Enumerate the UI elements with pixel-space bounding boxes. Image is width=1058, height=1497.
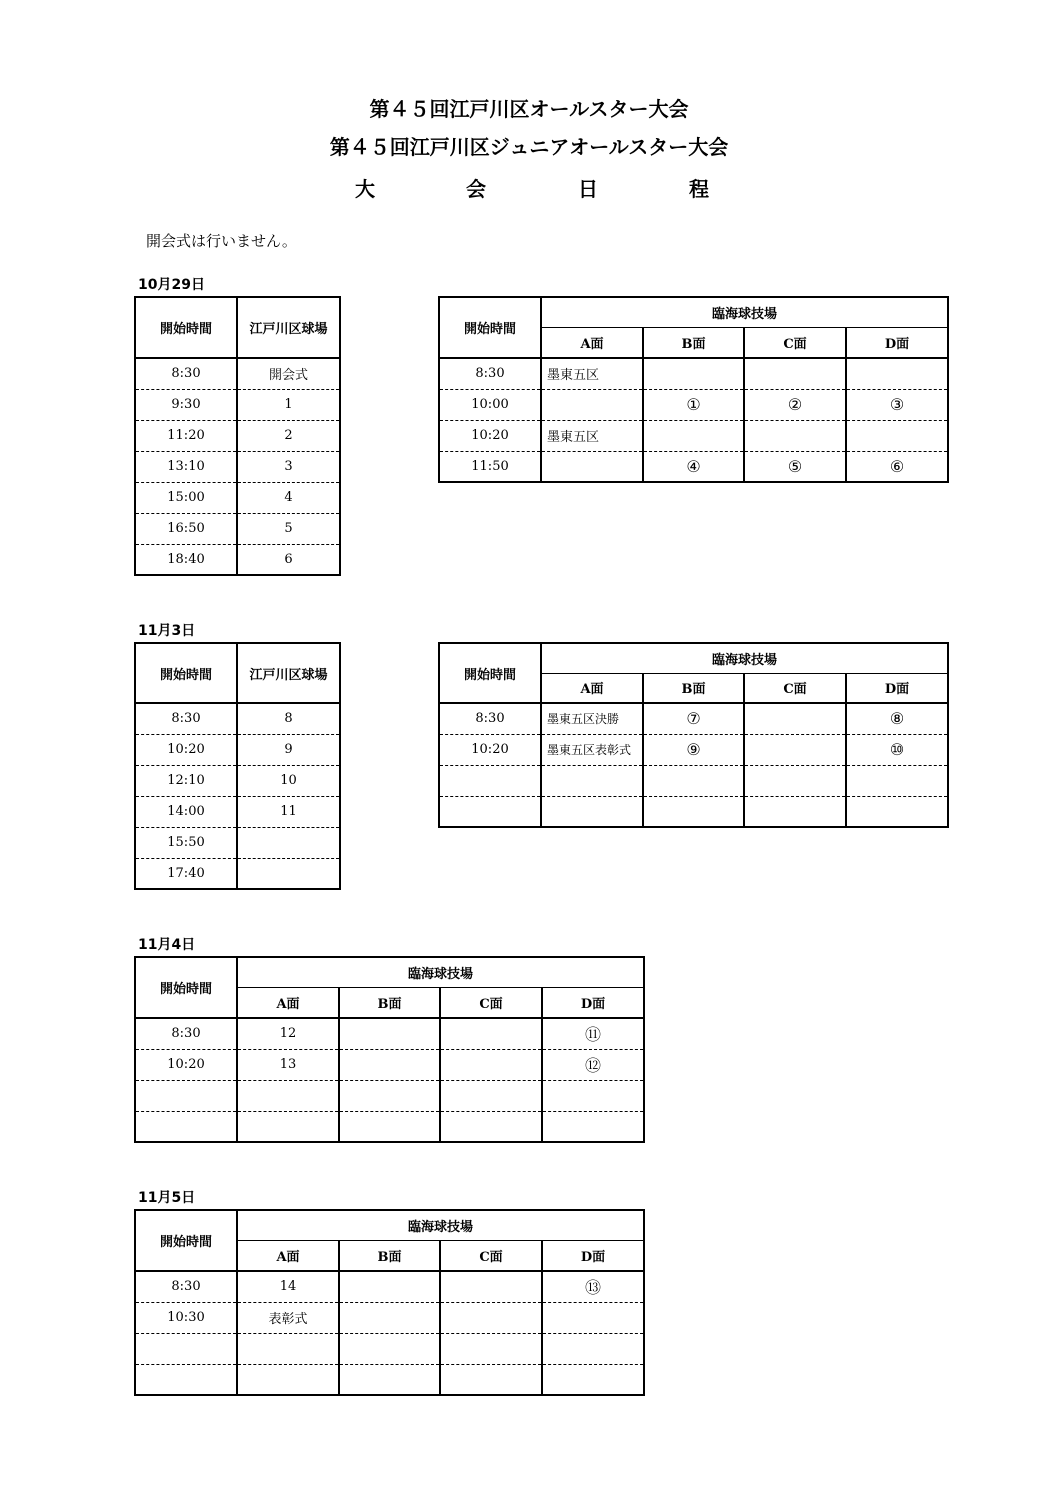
schedule-cell: ① [643,389,744,420]
schedule-cell [339,1302,440,1333]
start-time-cell: 18:40 [135,544,237,575]
table-row [135,1271,644,1302]
header-start-time: 開始時間 [135,643,237,703]
schedule-cell [339,1080,440,1111]
schedule-cell [542,1333,644,1364]
table-row [135,765,340,796]
start-time-cell [135,1364,237,1395]
schedule-cell: 2 [237,420,340,451]
schedule-cell: 墨東五区決勝 [541,703,643,734]
schedule-cell: 開会式 [237,358,340,389]
start-time-cell: 10:20 [135,734,237,765]
schedule-cell: 10 [237,765,340,796]
schedule-cell: ③ [846,389,948,420]
table-row [135,1049,644,1080]
schedule-cell: ⑤ [744,451,846,482]
schedule-cell [643,358,744,389]
start-time-cell: 14:00 [135,796,237,827]
start-time-cell [135,1333,237,1364]
schedule-cell [440,1080,542,1111]
table-row [439,420,948,451]
table-row [135,703,340,734]
schedule-cell [339,1333,440,1364]
header-court-d: D面 [542,1240,644,1271]
header-court-b: B面 [643,327,744,358]
header-start-time: 開始時間 [135,957,237,1018]
start-time-cell: 8:30 [439,703,541,734]
schedule-cell: 4 [237,482,340,513]
schedule-cell: 墨東五区 [541,420,643,451]
schedule-cell: ⑩ [846,734,948,765]
schedule-cell [643,796,744,827]
header-court-d: D面 [542,987,644,1018]
schedule-cell [440,1018,542,1049]
table-row [135,544,340,575]
date-label-day2: 11月3日 [138,623,196,639]
start-time-cell [135,1111,237,1142]
header-venue: 臨海球技場 [541,643,948,673]
schedule-cell: 6 [237,544,340,575]
schedule-cell [744,703,846,734]
schedule-cell [541,765,643,796]
start-time-cell: 11:50 [439,451,541,482]
header-court-a: A面 [237,987,339,1018]
title-line-2: 第４５回江戸川区ジュニアオールスター大会 [329,135,729,159]
date-label-day3: 11月4日 [138,937,196,953]
header-start-time: 開始時間 [439,643,541,703]
schedule-cell [846,765,948,796]
schedule-cell [339,1271,440,1302]
header-venue: 臨海球技場 [237,957,644,987]
schedule-cell [541,796,643,827]
title-char-3: 日 [578,177,598,201]
title-char-4: 程 [689,177,709,201]
header-court-d: D面 [846,327,948,358]
schedule-cell [237,1333,339,1364]
schedule-cell [744,420,846,451]
opening-ceremony-note: 開会式は行いません。 [146,232,297,250]
schedule-cell: 14 [237,1271,339,1302]
schedule-cell: 1 [237,389,340,420]
header-court-c: C面 [440,1240,542,1271]
schedule-cell [541,451,643,482]
schedule-cell [339,1364,440,1395]
schedule-cell [237,827,340,858]
schedule-cell [339,1018,440,1049]
table-row [135,389,340,420]
table-row [135,482,340,513]
schedule-cell: 9 [237,734,340,765]
table-row [439,358,948,389]
schedule-cell [744,358,846,389]
schedule-cell: ⑪ [542,1018,644,1049]
schedule-cell [237,1080,339,1111]
title-line-1: 第４５回江戸川区オールスター大会 [369,97,689,121]
schedule-cell [744,765,846,796]
schedule-cell: 3 [237,451,340,482]
schedule-cell: ⑨ [643,734,744,765]
table-row [135,796,340,827]
header-court-b: B面 [643,673,744,703]
schedule-cell [846,358,948,389]
schedule-cell: 墨東五区表彰式 [541,734,643,765]
schedule-cell: ④ [643,451,744,482]
schedule-cell [643,765,744,796]
header-venue: 江戸川区球場 [237,643,340,703]
schedule-cell: ⑧ [846,703,948,734]
title-char-1: 大 [355,177,375,201]
title-char-2: 会 [466,177,486,201]
schedule-cell [440,1333,542,1364]
table-row [135,1111,644,1142]
table-row [135,451,340,482]
schedule-cell: 5 [237,513,340,544]
table-row [439,796,948,827]
header-court-b: B面 [339,987,440,1018]
schedule-cell: 表彰式 [237,1302,339,1333]
schedule-cell: ⑬ [542,1271,644,1302]
start-time-cell: 11:20 [135,420,237,451]
schedule-cell: 11 [237,796,340,827]
table-row [135,1302,644,1333]
schedule-table-day3-rinkai [134,956,645,1143]
schedule-cell: 12 [237,1018,339,1049]
schedule-table-day1-edogawa [134,296,341,576]
schedule-cell [744,796,846,827]
header-start-time: 開始時間 [135,1210,237,1271]
start-time-cell: 15:00 [135,482,237,513]
start-time-cell: 10:20 [135,1049,237,1080]
table-row [135,358,340,389]
schedule-table-day2-rinkai [438,642,949,828]
table-row [439,734,948,765]
start-time-cell [439,765,541,796]
table-row [135,1018,644,1049]
header-court-c: C面 [744,673,846,703]
schedule-cell [440,1302,542,1333]
schedule-table-day2-edogawa [134,642,341,890]
schedule-cell [542,1111,644,1142]
start-time-cell: 9:30 [135,389,237,420]
start-time-cell: 15:50 [135,827,237,858]
start-time-cell: 16:50 [135,513,237,544]
schedule-cell [643,420,744,451]
header-start-time: 開始時間 [135,297,237,358]
schedule-cell [440,1049,542,1080]
start-time-cell: 8:30 [439,358,541,389]
table-row [135,513,340,544]
schedule-cell: 墨東五区 [541,358,643,389]
start-time-cell: 8:30 [135,703,237,734]
schedule-cell [846,796,948,827]
start-time-cell: 10:30 [135,1302,237,1333]
header-court-a: A面 [237,1240,339,1271]
start-time-cell: 10:20 [439,734,541,765]
table-row [135,858,340,889]
schedule-table-day4-rinkai [134,1209,645,1396]
start-time-cell: 8:30 [135,358,237,389]
start-time-cell: 8:30 [135,1271,237,1302]
start-time-cell [135,1080,237,1111]
schedule-cell: ⑫ [542,1049,644,1080]
schedule-cell: ② [744,389,846,420]
table-row [135,734,340,765]
table-row [135,1333,644,1364]
table-row [135,420,340,451]
schedule-cell [440,1111,542,1142]
date-label-day4: 11月5日 [138,1190,196,1206]
schedule-cell [846,420,948,451]
schedule-cell: ⑦ [643,703,744,734]
schedule-cell [237,858,340,889]
header-venue: 江戸川区球場 [237,297,340,358]
schedule-cell: 13 [237,1049,339,1080]
table-row [439,389,948,420]
table-row [439,451,948,482]
header-court-c: C面 [440,987,542,1018]
schedule-cell [542,1080,644,1111]
schedule-cell [237,1364,339,1395]
schedule-table-day1-rinkai [438,296,949,483]
start-time-cell: 8:30 [135,1018,237,1049]
header-court-d: D面 [846,673,948,703]
start-time-cell: 10:00 [439,389,541,420]
schedule-cell [339,1111,440,1142]
header-court-b: B面 [339,1240,440,1271]
start-time-cell: 12:10 [135,765,237,796]
schedule-cell [339,1049,440,1080]
table-row [439,765,948,796]
header-start-time: 開始時間 [439,297,541,358]
header-court-a: A面 [541,327,643,358]
schedule-cell [541,389,643,420]
schedule-cell [542,1364,644,1395]
header-venue: 臨海球技場 [541,297,948,327]
schedule-cell [440,1271,542,1302]
table-row [135,1364,644,1395]
schedule-cell: 8 [237,703,340,734]
start-time-cell: 13:10 [135,451,237,482]
start-time-cell: 17:40 [135,858,237,889]
schedule-cell: ⑥ [846,451,948,482]
date-label-day1: 10月29日 [138,277,205,293]
table-row [135,1080,644,1111]
schedule-cell [542,1302,644,1333]
start-time-cell: 10:20 [439,420,541,451]
header-venue: 臨海球技場 [237,1210,644,1240]
schedule-cell [237,1111,339,1142]
table-row [135,827,340,858]
schedule-cell [440,1364,542,1395]
schedule-cell [744,734,846,765]
header-court-c: C面 [744,327,846,358]
header-court-a: A面 [541,673,643,703]
table-row [439,703,948,734]
start-time-cell [439,796,541,827]
